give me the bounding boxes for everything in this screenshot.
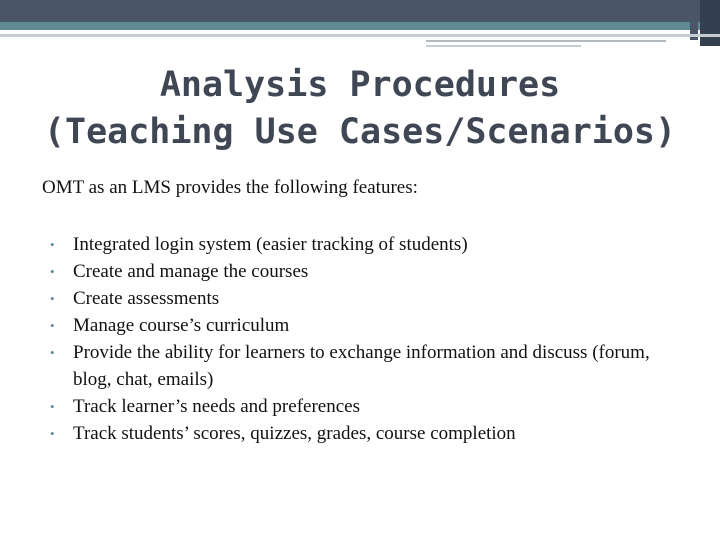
list-item <box>50 231 690 258</box>
list-item <box>50 312 690 339</box>
list-item <box>50 420 690 447</box>
list-item-text: Manage course’s curriculum <box>73 315 290 336</box>
slide-title <box>20 62 700 156</box>
bullet-icon: • <box>50 399 55 414</box>
bullet-icon: • <box>50 426 55 441</box>
list-item-text: Create assessments <box>73 288 220 309</box>
bullet-icon: • <box>50 291 55 306</box>
list-item <box>50 285 690 312</box>
bullet-icon: • <box>50 237 55 252</box>
list-item <box>50 258 690 285</box>
list-item <box>50 339 690 393</box>
list-item-text: Provide the ability for learners to exchange information and discuss (forum, blog, chat, emails) <box>73 342 650 390</box>
header-stripe-short <box>426 40 666 42</box>
list-item <box>50 393 690 420</box>
bullet-icon: • <box>50 345 55 360</box>
list-item-text: Create and manage the courses <box>73 261 309 282</box>
header-stripe <box>0 34 720 37</box>
list-item-text: Integrated login system (easier tracking of students) <box>73 234 468 255</box>
feature-list <box>50 231 690 447</box>
header-accent-bar <box>0 22 720 30</box>
header-stripe-shorter <box>426 45 581 47</box>
bullet-icon: • <box>50 264 55 279</box>
header-bar <box>0 0 720 22</box>
header-corner-block-dark <box>700 0 720 46</box>
bullet-icon: • <box>50 318 55 333</box>
list-item-text: Track students’ scores, quizzes, grades, course completion <box>73 423 516 444</box>
slide-title-line-1: Analysis Procedures <box>159 65 561 105</box>
intro-text: OMT as an LMS provides the following features: <box>42 177 418 198</box>
list-item-text: Track learner’s needs and preferences <box>73 396 360 417</box>
slide-title-line-2: (Teaching Use Cases/Scenarios) <box>43 112 677 152</box>
